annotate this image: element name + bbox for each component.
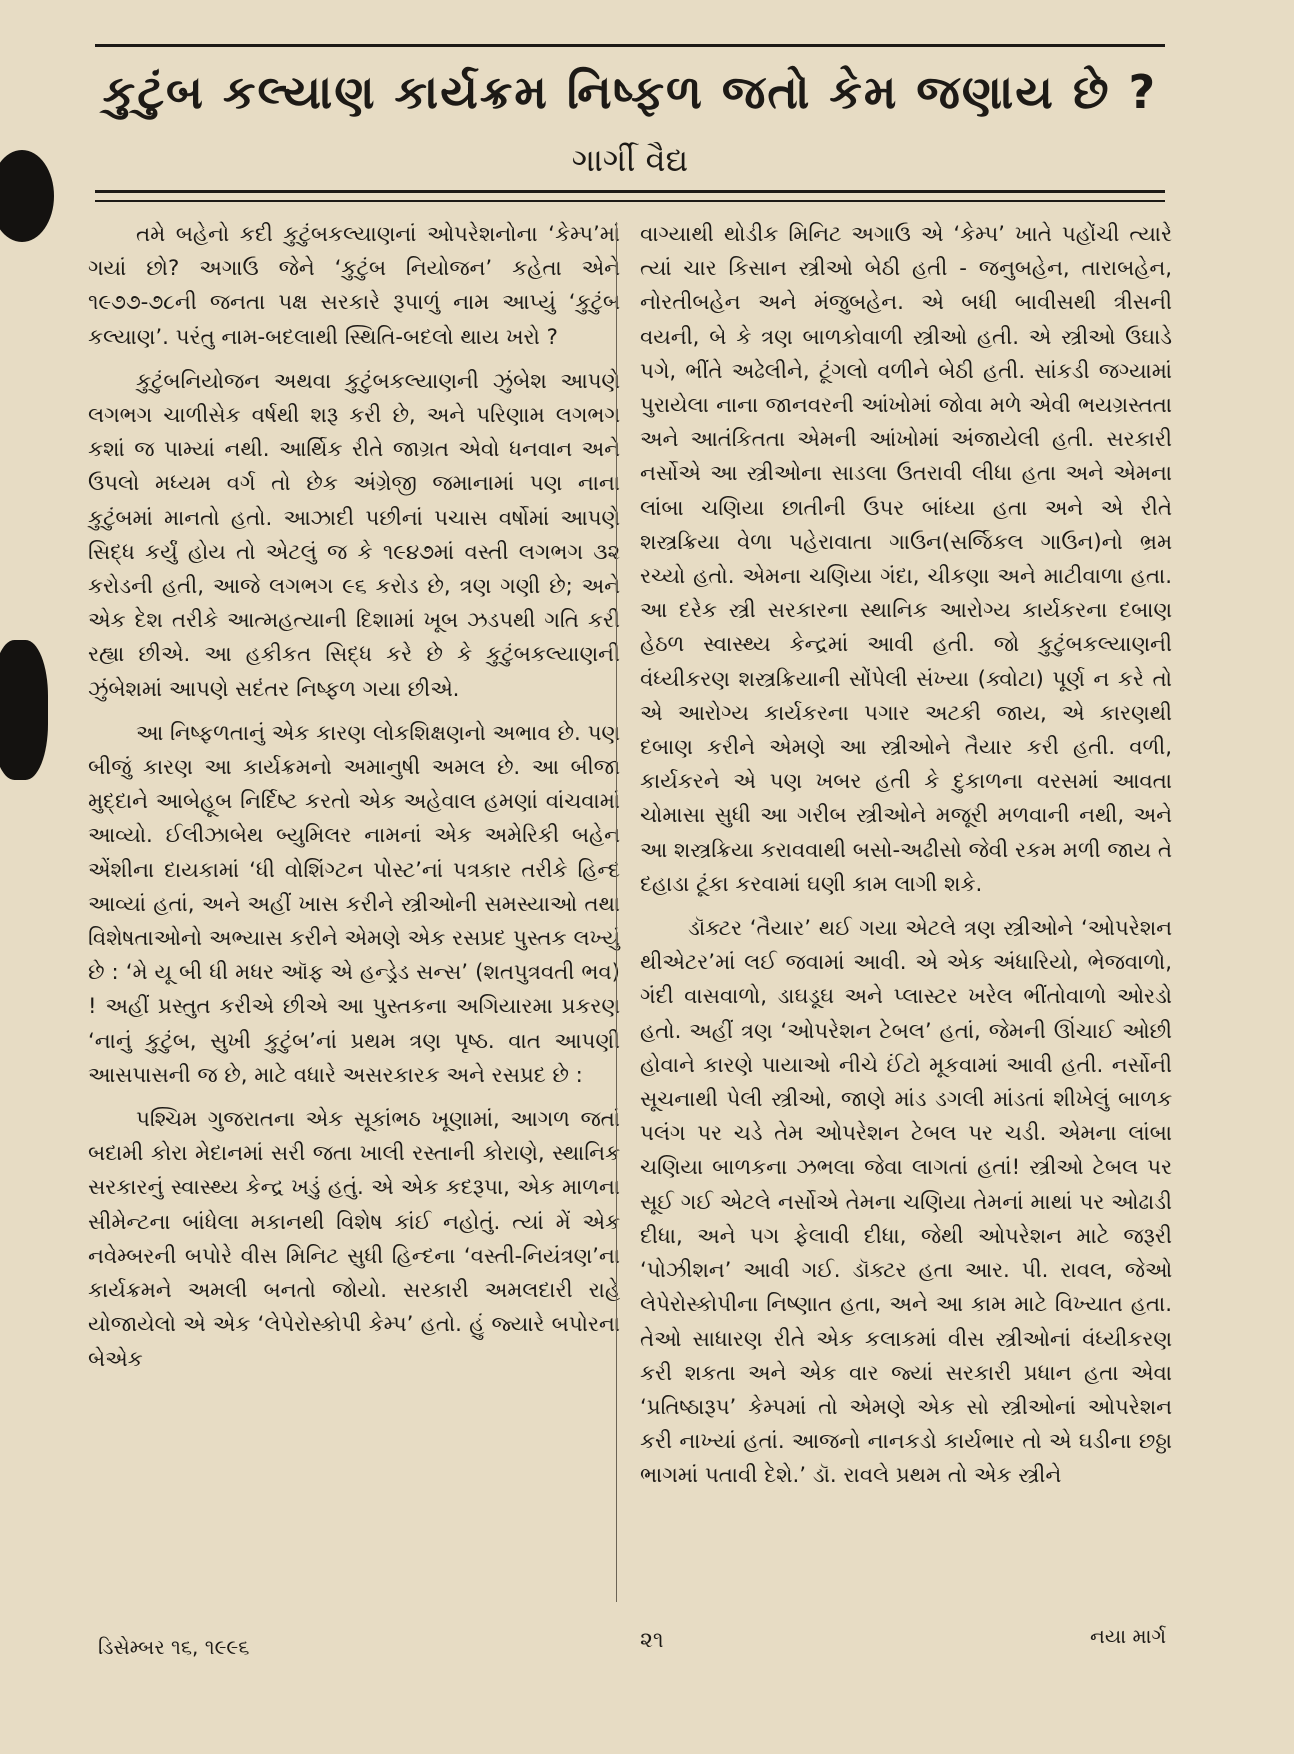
column-divider [616, 222, 617, 1602]
right-column [640, 218, 1172, 1504]
header-rule-thick [95, 190, 1165, 193]
paragraph: તમે બહેનો કદી કુટુંબકલ્યાણનાં ઓપરેશનોના ‘કેમ્પ’માં ગયાં છો? અગાઉ જેને ‘કુટુંબ નિયોજન’ કહેતા એને ૧૯૭૭-૭૮ની જનતા પક્ષ સરકારે રૂપાળું નામ આપ્યું ‘કુટુંબ કલ્યાણ’. પરંતુ નામ-બદલાથી સ્થિતિ-બદલો થાય ખરો ? [88, 222, 620, 350]
left-column [88, 218, 620, 1387]
paragraph: વાગ્યાથી થોડીક મિનિટ અગાઉ એ ‘કેમ્પ’ ખાતે પહોંચી ત્યારે ત્યાં ચાર કિસાન સ્ત્રીઓ બેઠી હતી - જનુબહેન, તારાબહેન, નોરતીબહેન અને મંજુબહેન. એ બધી બાવીસથી ત્રીસની વયની, બે કે ત્રણ બાળકોવાળી સ્ત્રીઓ હતી. એ સ્ત્રીઓ ઉઘાડે પગે, ભીંતે અઢેલીને, ટૂંગલો વળીને બેઠી હતી. સાંકડી જગ્યામાં પુરાયેલા નાના જાનવરની આંખોમાં જોવા મળે એવી ભયગ્રસ્તતા અને આતંકિતતા એમની આંખોમાં અંજાયેલી હતી. સરકારી નર્સોએ આ સ્ત્રીઓના સાડલા ઉતરાવી લીધા હતા અને એમના લાંબા ચણિયા છાતીની ઉપર બાંધ્યા હતા અને એ રીતે શસ્ત્રક્રિયા વેળા પહેરાવાતા ગાઉન(સર્જિકલ ગાઉન)નો ભ્રમ રચ્યો હતો. એમના ચણિયા ગંદા, ચીકણા અને માટીવાળા હતા. આ દરેક સ્ત્રી સરકારના સ્થાનિક આરોગ્ય કાર્યકરના દબાણ હેઠળ સ્વાસ્થ્ય કેન્દ્રમાં આવી હતી. જો કુટુંબકલ્યાણની વંધ્યીકરણ શસ્ત્રક્રિયાની સોંપેલી સંખ્યા (ક્વોટા) પૂર્ણ ન કરે તો એ આરોગ્ય કાર્યકરના પગાર અટકી જાય, એ કારણથી દબાણ કરીને એમણે આ સ્ત્રીઓને તૈયાર કરી હતી. વળી, કાર્યકરને એ પણ ખબર હતી કે દુકાળના વરસમાં આવતા ચોમાસા સુધી આ ગરીબ સ્ત્રીઓને મજૂરી મળવાની નથી, અને આ શસ્ત્રક્રિયા કરાવવાથી બસો-અઢીસો જેવી રકમ મળી જાય તે દહાડા ટૂંકા કરવામાં ઘણી કામ લાગી શકે. [640, 222, 1172, 897]
paragraph: આ નિષ્ફળતાનું એક કારણ લોકશિક્ષણનો અભાવ છે. પણ બીજું કારણ આ કાર્યક્રમનો અમાનુષી અમલ છે. આ બીજા મુદ્દાને આબેહૂબ નિર્દિષ્ટ કરતો એક અહેવાલ હમણાં વાંચવામાં આવ્યો. ઈલીઝાબેથ બ્યુમિલર નામનાં એક અમેરિકી બહેન એંશીના દાયકામાં ‘ધી વોશિંગ્ટન પોસ્ટ’નાં પત્રકાર તરીકે હિન્દ આવ્યાં હતાં, અને અહીં ખાસ કરીને સ્ત્રીઓની સમસ્યાઓ તથા વિશેષતાઓનો અભ્યાસ કરીને એમણે એક રસપ્રદ પુસ્તક લખ્યું છે : ‘મે યૂ બી ધી મધર ઑફ એ હન્ડ્રેડ સન્સ’ (શતપુત્રવતી ભવ) ! અહીં પ્રસ્તુત કરીએ છીએ આ પુસ્તકના અગિયારમા પ્રકરણ ‘નાનું કુટુંબ, સુખી કુટુંબ’નાં પ્રથમ ત્રણ પૃષ્ઠ. વાત આપણી આસપાસની જ છે, માટે વધારે અસરકારક અને રસપ્રદ છે : [88, 720, 620, 1088]
top-rule [95, 44, 1165, 47]
ink-stain [0, 150, 54, 242]
magazine-name: નયા માર્ગ [1090, 1624, 1167, 1648]
page-number: ૨૧ [640, 1628, 664, 1653]
paragraph: પશ્ચિમ ગુજરાતના એક સૂકાંભઠ ખૂણામાં, આગળ જતાં બદામી કોરા મેદાનમાં સરી જતા ખાલી રસ્તાની કોરાણે, સ્થાનિક સરકારનું સ્વાસ્થ્ય કેન્દ્ર ખડું હતું. એ એક કદરૂપા, એક માળના સીમેન્ટના બાંધેલા મકાનથી વિશેષ કાંઈ નહોતું. ત્યાં મેં એક નવેમ્બરની બપોરે વીસ મિનિટ સુધી હિન્દના ‘વસ્તી-નિયંત્રણ’ના કાર્યક્રમને અમલી બનતો જોયો. સરકારી અમલદારી રાહે યોજાયેલો એ એક ‘લેપેરોસ્કોપી કેમ્પ’ હતો. હું જ્યારે બપોરના બેએક [88, 1107, 620, 1372]
paragraph: કુટુંબનિયોજન અથવા કુટુંબકલ્યાણની ઝુંબેશ આપણે લગભગ ચાળીસેક વર્ષથી શરૂ કરી છે, અને પરિણામ લગભગ કશાં જ પામ્યાં નથી. આર્થિક રીતે જાગ્રત એવો ધનવાન અને ઉપલો મધ્યમ વર્ગ તો છેક અંગ્રેજી જમાનામાં પણ નાના કુટુંબમાં માનતો હતો. આઝાદી પછીનાં પચાસ વર્ષોમાં આપણે સિદ્ધ કર્યું હોય તો એટલું જ કે ૧૯૪૭માં વસ્તી લગભગ ૩૨ કરોડની હતી, આજે લગભગ ૯૬ કરોડ છે, ત્રણ ગણી છે; અને એક દેશ તરીકે આત્મહત્યાની દિશામાં ખૂબ ઝડપથી ગતિ કરી રહ્યા છીએ. આ હકીકત સિદ્ધ કરે છે કે કુટુંબકલ્યાણની ઝુંબેશમાં આપણે સદંતર નિષ્ફળ ગયા છીએ. [88, 368, 620, 702]
author-name: ગાર્ગી વૈદ્ય [571, 141, 689, 179]
issue-date: ડિસેમ્બર ૧૬, ૧૯૯૬ [98, 1635, 250, 1659]
ink-stain [0, 640, 48, 780]
paragraph: ડૉક્ટર ‘તૈયાર’ થઈ ગયા એટલે ત્રણ સ્ત્રીઓને ‘ઓપરેશન થીએટર’માં લઈ જવામાં આવી. એ એક અંધારિયો, ભેજવાળો, ગંદી વાસવાળો, ડાઘડૂઘ અને પ્લાસ્ટર ખરેલ ભીંતોવાળો ઓરડો હતો. અહીં ત્રણ ‘ઓપરેશન ટેબલ’ હતાં, જેમની ઊંચાઈ ઓછી હોવાને કારણે પાયાઓ નીચે ઈંટો મૂકવામાં આવી હતી. નર્સોની સૂચનાથી પેલી સ્ત્રીઓ, જાણે માંડ ડગલી માંડતાં શીખેલું બાળક પલંગ પર ચડે તેમ ઓપરેશન ટેબલ પર ચડી. એમના લાંબા ચણિયા બાળકના ઝભલા જેવા લાગતાં હતાં! સ્ત્રીઓ ટેબલ પર સૂઈ ગઈ એટલે નર્સોએ તેમના ચણિયા તેમનાં માથાં પર ઓઢાડી દીધા, અને પગ ફેલાવી દીધા, જેથી ઓપરેશન માટે જરૂરી ‘પોઝીશન’ આવી ગઈ. ડૉક્ટર હતા આર. પી. રાવલ, જેઓ લેપેરોસ્કોપીના નિષ્ણાત હતા, અને આ કામ માટે વિખ્યાત હતા. તેઓ સાધારણ રીતે એક કલાકમાં વીસ સ્ત્રીઓનાં વંધ્યીકરણ કરી શકતા અને એક વાર જ્યાં સરકારી પ્રધાન હતા એવા ‘પ્રતિષ્ઠારૂપ’ કેમ્પમાં તો એમણે એક સો સ્ત્રીઓનાં ઓપરેશન કરી નાખ્યાં હતાં. આજનો નાનકડો કાર્યભાર તો એ ઘડીના છઠ્ઠા ભાગમાં પતાવી દેશે.’ ડૉ. રાવલે પ્રથમ તો એક સ્ત્રીને [640, 916, 1172, 1489]
header-rule-thin [95, 200, 1165, 202]
article-title: કુટુંબ કલ્યાણ કાર્યક્રમ નિષ્ફળ જતો કેમ જણાય છે ? [102, 65, 1158, 119]
